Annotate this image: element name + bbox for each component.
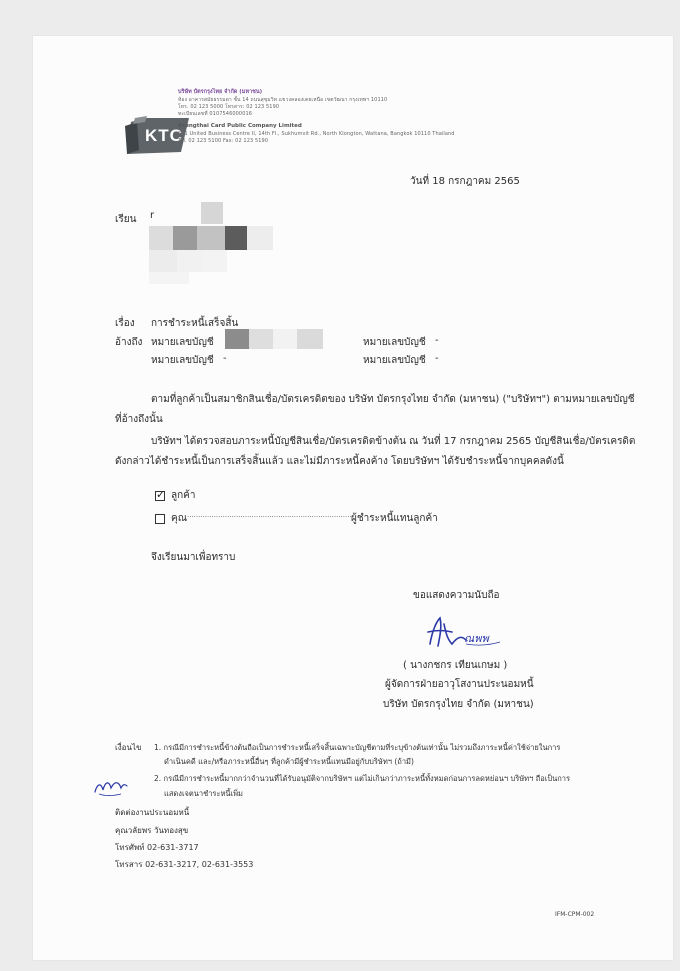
paragraph1-line1: ตามที่ลูกค้าเป็นสมาชิกสินเชื่อ/บัตรเครดิตของ บริษัท บัตรกรุงไทย จำกัด (มหาชน) ("บริษัทฯ") ตามหมายเลขบัญชี (151, 394, 635, 405)
signature (418, 614, 518, 654)
account-dash-2: - (435, 335, 439, 346)
redacted-account-2 (249, 329, 273, 349)
account-dash-3: - (223, 353, 227, 364)
account-label-3: หมายเลขบัญชี (151, 355, 214, 366)
form-code: IFM-CPM-002 (555, 911, 595, 918)
account-label-1: หมายเลขบัญชี (151, 337, 214, 348)
handwritten-initials (91, 776, 131, 802)
company-address-en: 591 United Business Centre II, 14th Fl., Sukhumvit Rd., North Klongton, Wattana, Bangkok 10110 Thailand (178, 131, 455, 137)
svg-text:ณพพ: ณพพ (464, 632, 489, 645)
redacted-account-4 (297, 329, 323, 349)
contact-heading: ติดต่องานประนอมหนี้ (115, 808, 190, 817)
contact-name: คุณวลัยพร วันทองสุข (115, 826, 189, 835)
payer-checkbox (155, 514, 165, 524)
account-label-2: หมายเลขบัญชี (363, 337, 426, 348)
contact-phone: โทรศัพท์ 02-631-3717 (115, 843, 199, 852)
company-name-th: บริษัท บัตรกรุงไทย จำกัด (มหาชน) (178, 89, 263, 95)
signer-company: บริษัท บัตรกรุงไทย จำกัด (มหาชน) (383, 699, 534, 710)
conditions-label: เงื่อนไข (115, 743, 142, 752)
paragraph2-line1: บริษัทฯ ได้ตรวจสอบภาระหนี้บัญชีสินเชื่อ/บัตรเครดิตข้างต้น ณ วันที่ 17 กรกฎาคม 2565 บัญชีสินเชื่อ/บัตรเครดิต (151, 436, 636, 447)
subject-text: การชำระหนี้เสร็จสิ้น (151, 318, 239, 329)
logo-text: KTC (145, 126, 183, 145)
customer-checkbox (155, 488, 166, 501)
account-dash-4: - (435, 353, 439, 364)
company-tax-th: ทะเบียนเลขที่ 0107546000016 (178, 111, 253, 117)
company-phone-th: โทร. 02 123 5000 โทรสาร: 02 123 5190 (178, 104, 280, 110)
reference-label: อ้างถึง (115, 337, 143, 348)
account-label-4: หมายเลขบัญชี (363, 355, 426, 366)
option-customer: ลูกค้า (171, 490, 196, 501)
option-payer-suffix: ผู้ชำระหนี้แทนลูกค้า (351, 513, 438, 524)
redacted-account (225, 329, 249, 349)
paragraph2-line2: ดังกล่าวได้ชำระหนี้เป็นการเสร็จสิ้นแล้ว และไม่มีภาระหนี้คงค้าง โดยบริษัทฯ ได้รับชำระหนี้จากบุคคลดังนี้ (115, 456, 564, 467)
option-payer-prefix: คุณ (171, 513, 187, 524)
condition2-line1: 2. กรณีมีการชำระหนี้มากกว่าจำนวนที่ได้รับอนุมัติจากบริษัทฯ แต่ไม่เกินกว่าภาระหนี้ทั้งหมดก่อนการลดหย่อนฯ บริษัทฯ ถือเป็นการ (154, 774, 570, 783)
option-payer-dots: .......................................................................... (187, 511, 352, 519)
check-icon: ✓ (156, 488, 166, 501)
condition1-line1: 1. กรณีมีการชำระหนี้ข้างต้นถือเป็นการชำระหนี้เสร็จสิ้นเฉพาะบัญชีตามที่ระบุข้างต้นเท่านั้น ไม่รวมถึงภาระหนี้ค่าใช้จ่ายในการ (154, 743, 561, 752)
contact-fax: โทรสาร 02-631-3217, 02-631-3553 (115, 860, 254, 869)
condition1-line2: ดำเนินคดี และ/หรือภาระหนี้อื่นๆ ที่ลูกค้ามีผู้ชำระหนี้แทนมีอยู่กับบริษัทฯ (ถ้ามี) (164, 757, 414, 766)
regards: ขอแสดงความนับถือ (413, 590, 500, 601)
subject-label: เรื่อง (115, 318, 135, 329)
closing-info: จึงเรียนมาเพื่อทราบ (151, 552, 236, 563)
signer-title: ผู้จัดการฝ่ายอาวุโสงานประนอมหนี้ (385, 679, 534, 690)
company-phone-en: Tel. 02 123 5100 Fax: 02 123 5190 (178, 138, 269, 144)
letter-date: วันที่ 18 กรกฎาคม 2565 (410, 176, 520, 187)
condition2-line2: แสดงเจตนาชำระหนี้เพิ่ม (164, 789, 243, 798)
recipient-prefix: r (150, 210, 155, 221)
signer-name: ( นางกชกร เทียนเกษม ) (403, 660, 508, 671)
recipient-label: เรียน (115, 214, 137, 225)
company-name-en: Krungthai Card Public Company Limited (178, 123, 302, 129)
paragraph1-line2: ที่อ้างถึงนั้น (115, 414, 163, 425)
redacted-account-3 (273, 329, 297, 349)
company-address-th: ห้อง อาคารสมัยธรรมดา ชั้น 14 ถนนสุขุมวิท แขวงคลองเตยเหนือ เขตวัฒนา กรุงเทพฯ 10110 (178, 97, 388, 103)
letter-page (33, 36, 673, 960)
